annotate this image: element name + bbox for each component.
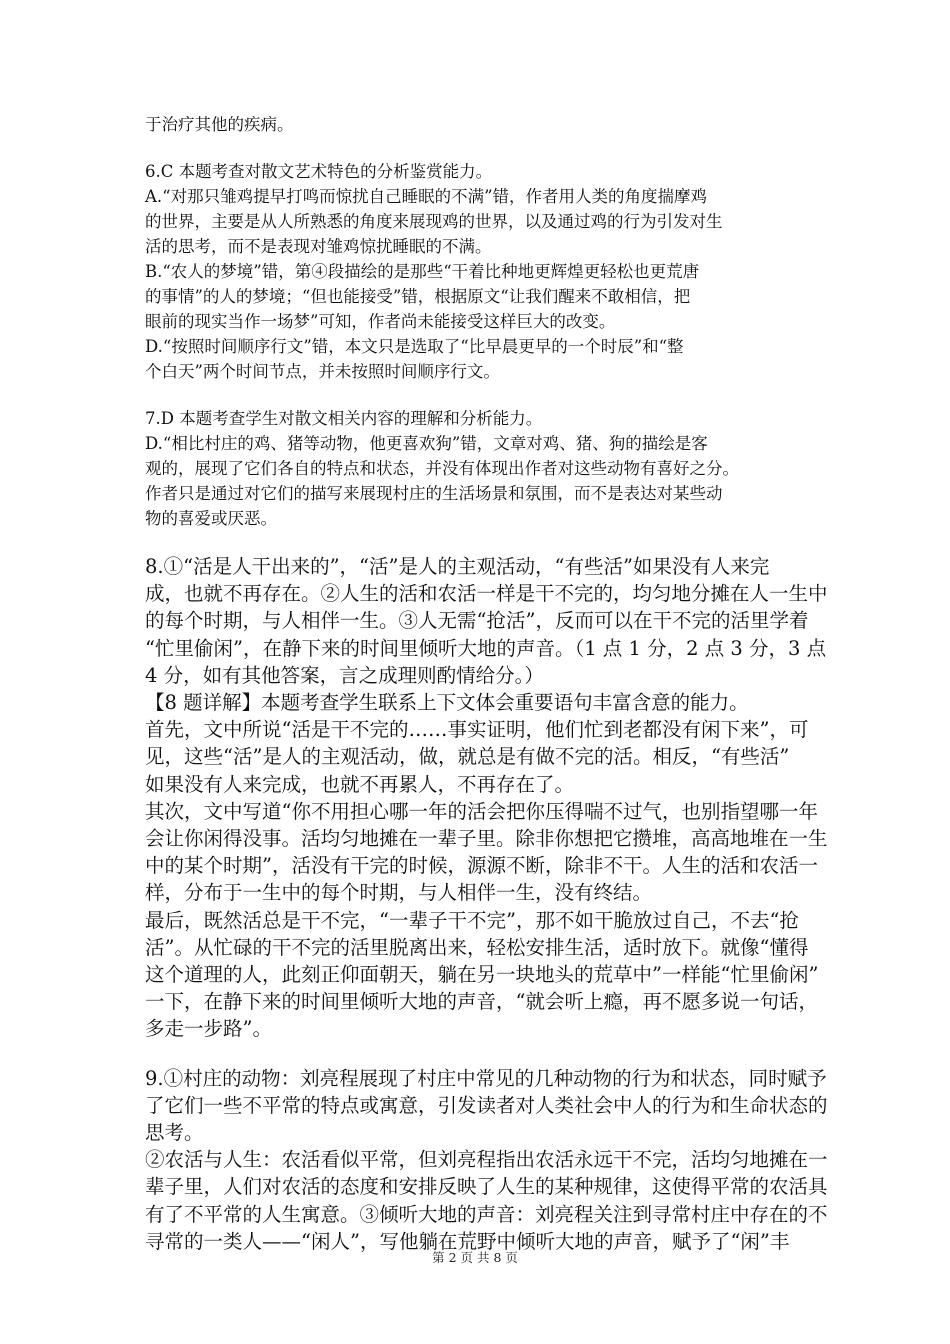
text-line: 会让你闲得没事。活均匀地摊在一辈子里。除非你想把它攒堆，高高地堆在一生: [145, 827, 828, 851]
text-line: 见，这些“活”是人的主观活动，做，就总是有做不完的活。相反，“有些活”: [145, 745, 790, 769]
paragraph-q8: [145, 553, 828, 1043]
text-line: 一下，在静下来的时间里倾听大地的声音，“就会听上瘾，再不愿多说一句话，: [145, 990, 818, 1014]
text-line: B.“农人的梦境”错，第④段描绘的是那些“干着比种地更辉煌更轻松也更荒唐: [145, 262, 700, 281]
text-line: 活”。从忙碌的干不完的活里脱离出来，轻松安排生活，适时放下。就像“懂得: [145, 935, 809, 959]
text-line: “忙里偷闲”，在静下来的时间里倾听大地的声音。（1 点 1 分，2 点 3 分，3 点: [145, 636, 827, 660]
text-line: 这个道理的人，此刻正仰面朝天，躺在另一块地头的荒草中”一样能“忙里偷闲”: [145, 963, 819, 987]
text-line: 6.C 本题考查对散文艺术特色的分析鉴赏能力。: [145, 162, 493, 181]
text-line: 物的喜爱或厌恶。: [145, 509, 277, 528]
text-line: 辈子里，人们对农活的态度和安排反映了人生的某种规律，这使得平常的农活具: [145, 1175, 828, 1199]
text-line: A.“对那只雏鸡提早打鸣而惊扰自己睡眠的不满”错，作者用人类的角度揣摩鸡: [145, 187, 708, 206]
document-body: [145, 112, 828, 1277]
paragraph-q6: [145, 159, 813, 384]
paragraph-q9: [145, 1065, 828, 1255]
text-line: 观的，展现了它们各自的特点和状态，并没有体现出作者对这些动物有喜好之分。: [145, 459, 739, 478]
text-line: 7.D 本题考查学生对散文相关内容的理解和分析能力。: [145, 409, 543, 428]
text-line: 眼前的现实当作一场梦”可知，作者尚未能接受这样巨大的改变。: [145, 312, 616, 331]
paragraph-q7: [145, 406, 813, 531]
text-line: 个白天”两个时间节点，并未按照时间顺序行文。: [145, 362, 500, 381]
text-line: 的世界，主要是从人所熟悉的角度来展现鸡的世界，以及通过鸡的行为引发对生: [145, 212, 723, 231]
text-line: 中的某个时期”，活没有干完的时候，源源不断，除非不干。人生的活和农活一: [145, 854, 818, 878]
text-line: 最后，既然活总是干不完，“一辈子干不完”，那不如干脆放过自己，不去“抢: [145, 908, 799, 932]
text-line: ②农活与人生：农活看似平常，但刘亮程指出农活永远干不完，活均匀地摊在一: [145, 1148, 828, 1172]
text-line: D.“按照时间顺序行文”错，本文只是选取了“比早晨更早的一个时辰”和“整: [145, 337, 684, 356]
text-line: 了它们一些不平常的特点或寓意，引发读者对人类社会中人的行为和生命状态的: [145, 1093, 828, 1117]
text-line: 首先，文中所说“活是干不完的……事实证明，他们忙到老都没有闲下来”，可: [145, 718, 809, 742]
text-line: 多走一步路”。: [145, 1017, 272, 1041]
text-line: 思考。: [145, 1121, 204, 1145]
text-line: 的事情”的人的梦境；“但也能接受”错，根据原文“让我们醒来不敢相信，把: [145, 287, 691, 306]
text-line: 的每个时期，与人相伴一生。③人无需“抢活”，反而可以在干不完的活里学着: [145, 609, 809, 633]
text-line: D.“相比村庄的鸡、猪等动物，他更喜欢狗”错，文章对鸡、猪、狗的描绘是客: [145, 434, 708, 453]
text-line: 样，分布于一生中的每个时期，与人相伴一生，没有终结。: [145, 881, 653, 905]
text-line: 9.①村庄的动物：刘亮程展现了村庄中常见的几种动物的行为和状态，同时赋予: [145, 1066, 827, 1090]
text-line: 有了不平常的人生寓意。③倾听大地的声音：刘亮程关注到寻常村庄中存在的不: [145, 1202, 828, 1226]
text-line: 【8 题详解】本题考查学生联系上下文体会重要语句丰富含意的能力。: [145, 691, 749, 715]
text-line: 如果没有人来完成，也就不再累人，不再存在了。: [145, 772, 575, 796]
page-footer: 第 2 页 共 8 页: [432, 1250, 518, 1265]
text-line: 其次，文中写道“你不用担心哪一年的活会把你压得喘不过气，也别指望哪一年: [145, 799, 818, 823]
text-line: 作者只是通过对它们的描写来展现村庄的生活场景和氛围，而不是表达对某些动: [145, 484, 723, 503]
text-line: 于治疗其他的疾病。: [145, 115, 294, 134]
text-line: 寻常的一类人——“闲人”，写他躺在荒野中倾听大地的声音，赋予了“闲”丰: [145, 1229, 790, 1253]
text-line: 活的思考，而不是表现对雏鸡惊扰睡眠的不满。: [145, 237, 492, 256]
text-line: 成，也就不再存在。②人生的活和农活一样是干不完的，均匀地分摊在人一生中: [145, 582, 828, 606]
paragraph-intro: [145, 112, 813, 137]
text-line: 4 分，如有其他答案，言之成理则酌情给分。）: [145, 663, 544, 687]
text-line: 8.①“活是人干出来的”，“活”是人的主观活动，“有些活”如果没有人来完: [145, 555, 770, 578]
